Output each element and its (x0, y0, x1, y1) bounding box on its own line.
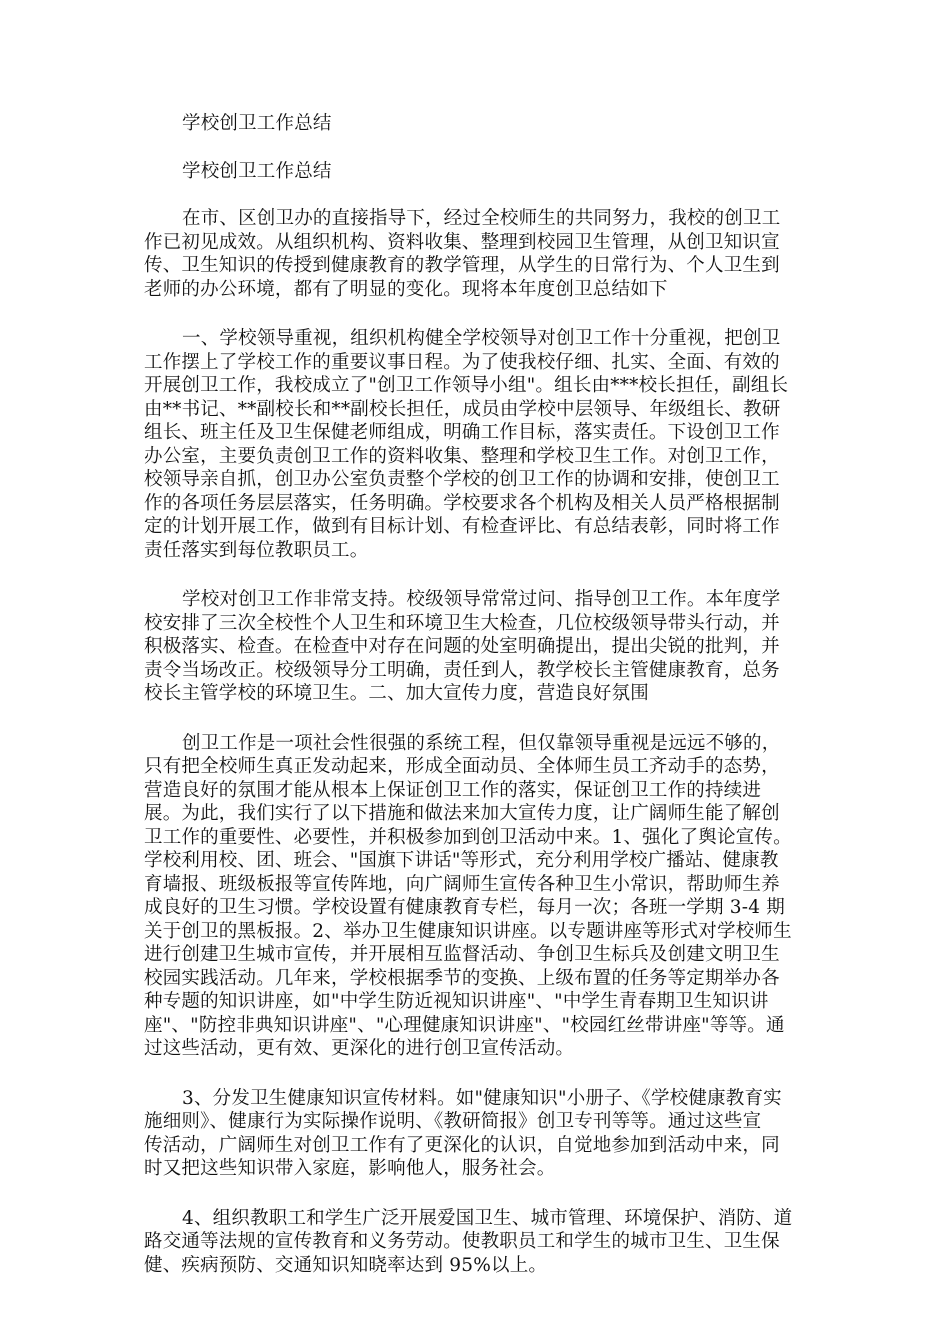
paragraph-intro (144, 207, 804, 301)
paragraph-line: 育墙报、班级板报等宣传阵地，向广阔师生宣传各种卫生小常识，帮助师生养 (144, 873, 780, 895)
paragraph-line: 学校利用校、团、班会、"国旗下讲话"等形式，充分利用学校广播站、健康教 (144, 850, 779, 871)
paragraph-line: 施细则》、健康行为实际操作说明、《教研简报》创卫专刊等等。通过这些宣 (144, 1111, 762, 1132)
paragraph-line: 4、组织教职工和学生广泛开展爱国卫生、城市管理、环境保护、消防、道 (182, 1207, 793, 1229)
paragraph-publicity (144, 732, 804, 1061)
paragraph-line: 学校对创卫工作非常支持。校级领导常常过问、指导创卫工作。本年度学 (182, 589, 781, 610)
paragraph-line: 作已初见成效。从组织机构、资料收集、整理到校园卫生管理，从创卫知识宣 (144, 231, 780, 253)
paragraph-line: 办公室，主要负责创卫工作的资料收集、整理和学校卫生工作。对创卫工作， (144, 445, 780, 467)
paragraph-line: 路交通等法规的宣传教育和义务劳动。使教职员工和学生的城市卫生、卫生保 (144, 1231, 780, 1252)
paragraph-line: 作的各项任务层层落实，任务明确。学校要求各个机构及相关人员严格根据制 (144, 492, 780, 514)
paragraph-line: 过这些活动，更有效、更深化的进行创卫宣传活动。 (144, 1038, 575, 1059)
paragraph-support (144, 588, 804, 706)
paragraph-line: 种专题的知识讲座，如"中学生防近视知识讲座"、"中学生青春期卫生知识讲 (144, 991, 769, 1012)
paragraph-line: 健、疾病预防、交通知识知晓率达到 95%以上。 (144, 1254, 548, 1276)
paragraph-line: 座"、"防控非典知识讲座"、"心理健康知识讲座"、"校园红丝带讲座"等等。通 (144, 1014, 785, 1036)
paragraph-materials (144, 1087, 804, 1181)
paragraph-line: 只有把全校师生真正发动起来，形成全面动员、全体师生员工齐动手的态势， (144, 756, 780, 777)
document-subtitle: 学校创卫工作总结 (182, 160, 332, 182)
paragraph-line: 由**书记、**副校长和**副校长担任，成员由学校中层领导、年级组长、教研 (144, 398, 781, 420)
paragraph-line: 传、卫生知识的传授到健康教育的教学管理，从学生的日常行为、个人卫生到 (144, 255, 780, 276)
paragraph-line: 展。为此，我们实行了以下措施和做法来加大宣传力度，让广阔师生能了解创 (144, 803, 780, 824)
paragraph-line: 校领导亲自抓，创卫办公室负责整个学校的创卫工作的协调和安排，使创卫工 (144, 469, 780, 490)
paragraph-line: 老师的办公环境，都有了明显的变化。现将本年度创卫总结如下 (144, 278, 668, 300)
paragraph-line: 责任落实到每位教职员工。 (144, 539, 369, 561)
paragraph-line: 校园实践活动。几年来，学校根据季节的变换、上级布置的任务等定期举办各 (144, 967, 780, 989)
paragraph-line: 3、分发卫生健康知识宣传材料。如"健康知识"小册子、《学校健康教育实 (182, 1087, 782, 1109)
paragraph-line: 校安排了三次全校性个人卫生和环境卫生大检查，几位校级领导带头行动，并 (144, 612, 780, 634)
paragraph-line: 定的计划开展工作，做到有目标计划、有检查评比、有总结表彰，同时将工作 (144, 516, 780, 537)
paragraph-line: 营造良好的氛围才能从根本上保证创卫工作的落实，保证创卫工作的持续进 (144, 779, 762, 801)
document-title: 学校创卫工作总结 (182, 113, 332, 134)
paragraph-line: 积极落实、检查。在检查中对存在问题的处室明确提出，提出尖锐的批判，并 (144, 636, 780, 657)
document-page (144, 112, 804, 1303)
paragraph-line: 一、学校领导重视，组织机构健全学校领导对创卫工作十分重视，把创卫 (182, 328, 781, 349)
paragraph-line: 进行创建卫生城市宣传，并开展相互监督活动、争创卫生标兵及创建文明卫生 (144, 944, 780, 965)
paragraph-line: 组长、班主任及卫生保健老师组成，明确工作目标，落实责任。下设创卫工作 (144, 422, 780, 443)
paragraph-line: 责令当场改正。校级领导分工明确，责任到人，教学校长主管健康教育，总务 (144, 659, 780, 681)
paragraph-line: 关于创卫的黑板报。2、举办卫生健康知识讲座。以专题讲座等形式对学校师生 (144, 920, 792, 942)
paragraph-line: 开展创卫工作，我校成立了"创卫工作领导小组"。组长由***校长担任，副组长 (144, 375, 789, 396)
paragraph-line: 成良好的卫生习惯。学校设置有健康教育专栏，每月一次；各班一学期 3-4 期 (144, 897, 785, 918)
paragraph-line: 创卫工作是一项社会性很强的系统工程，但仅靠领导重视是远远不够的， (182, 732, 781, 754)
paragraph-line: 工作摆上了学校工作的重要议事日程。为了使我校仔细、扎实、全面、有效的 (144, 351, 780, 373)
paragraph-line: 时又把这些知识带入家庭，影响他人，服务社会。 (144, 1158, 556, 1179)
paragraph-activities (144, 1207, 804, 1278)
paragraph-section-1 (144, 327, 804, 562)
paragraph-line: 传活动，广阔师生对创卫工作有了更深化的认识，自觉地参加到活动中来，同 (144, 1134, 780, 1156)
paragraph-line: 在市、区创卫办的直接指导下，经过全校师生的共同努力，我校的创卫工 (182, 208, 781, 229)
paragraph-line: 校长主管学校的环境卫生。二、加大宣传力度，营造良好氛围 (144, 683, 649, 704)
paragraph-line: 卫工作的重要性、必要性，并积极参加到创卫活动中来。1、强化了舆论宣传。 (144, 826, 792, 848)
